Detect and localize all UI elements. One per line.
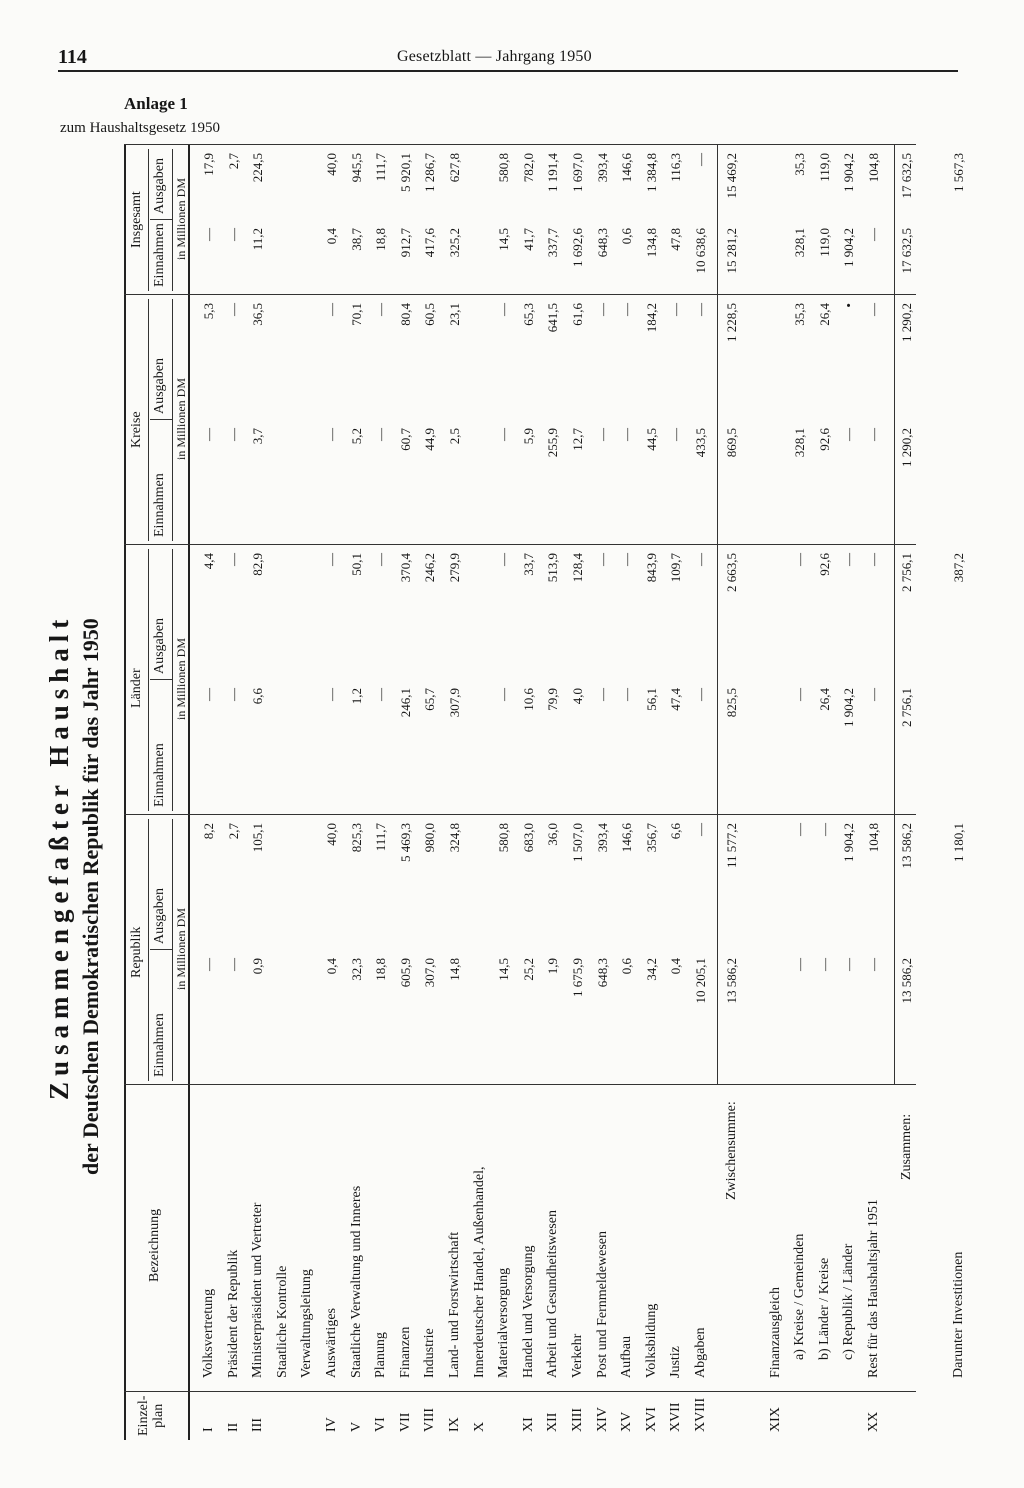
row-3-value-8: 224,5 <box>250 153 266 183</box>
row-20-value-1: 0,4 <box>668 958 684 975</box>
header-expense-4: Ausgaben <box>152 158 167 214</box>
finance-row-2-value-1: — <box>816 958 832 971</box>
table-right-rule <box>124 144 916 145</box>
rest-value-8: 104,8 <box>866 153 881 183</box>
row-13-name: Materialversorgung <box>496 1267 512 1378</box>
row-14-value-7: 41,7 <box>520 228 536 251</box>
total-rule <box>894 145 895 1085</box>
row-9-name: Finanzen <box>397 1326 413 1378</box>
finance-name: Finanzausgleich <box>767 1287 783 1378</box>
subtotal-value-5: 869,5 <box>723 428 739 458</box>
row-9-value-4: 370,4 <box>397 553 413 583</box>
total-value-5: 1 290,2 <box>898 428 914 467</box>
row-9-value-3: 246,1 <box>397 688 413 718</box>
group-rule-1 <box>124 814 916 815</box>
row-10-value-8: 1 286,7 <box>422 153 438 192</box>
row-15-value-4: 513,9 <box>545 553 561 583</box>
row-6-value-3: — <box>324 688 339 701</box>
header-income-4: Einnahmen <box>152 223 167 287</box>
row-1-value-5: — <box>201 428 216 441</box>
row-3-value-3: 6,6 <box>250 688 266 705</box>
finance-row-2-value-4: 92,6 <box>816 553 832 576</box>
row-19-value-7: 134,8 <box>643 228 659 258</box>
header-unit-3: in Millionen DM <box>174 377 188 460</box>
row-21-value-2: — <box>693 823 708 836</box>
row-16-value-6: 61,6 <box>570 303 585 326</box>
finance-row-3-value-4: — <box>841 553 857 566</box>
row-10-value-6: 60,5 <box>422 303 438 326</box>
row-17-value-5: — <box>594 428 610 441</box>
row-2-value-1: — <box>225 958 241 971</box>
row-1-value-8: 17,9 <box>201 153 216 176</box>
row-1-value-3: — <box>201 688 216 701</box>
row-6-name: Auswärtiges <box>324 1308 339 1378</box>
row-2-value-4: — <box>225 553 241 566</box>
finance-row-1-value-1: — <box>792 958 808 971</box>
row-18-value-1: 0,6 <box>619 958 635 975</box>
row-8-value-2: 111,7 <box>373 823 389 852</box>
investments-value-8: 1 567,3 <box>950 153 966 192</box>
row-9-value-1: 605,9 <box>397 958 413 988</box>
income-expense-sep-2 <box>150 679 172 680</box>
row-9-value-7: 912,7 <box>397 228 413 258</box>
row-21-value-7: 10 638,6 <box>693 228 708 274</box>
page-number: 114 <box>58 46 87 68</box>
annex-subtitle: zum Haushaltsgesetz 1950 <box>60 120 220 136</box>
row-14-name: Handel und Versorgung <box>520 1245 536 1378</box>
finance-row-1-value-5: 328,1 <box>792 428 808 458</box>
row-11-name: Land- und Forstwirtschaft <box>447 1231 462 1378</box>
row-16-value-4: 128,4 <box>570 553 585 583</box>
row-9-value-5: 60,7 <box>397 428 413 451</box>
row-8-value-4: — <box>373 553 389 566</box>
row-17-name: Post und Fernmeldewesen <box>594 1231 610 1378</box>
total-value-1: 13 586,2 <box>898 958 914 1004</box>
row-20-value-3: 47,4 <box>668 688 684 711</box>
row-8-value-7: 18,8 <box>373 228 389 251</box>
row-1-plan: I <box>201 1427 216 1432</box>
subtotal-value-7: 15 281,2 <box>723 228 739 274</box>
row-2-value-3: — <box>225 688 241 701</box>
row-21-value-1: 10 205,1 <box>693 958 708 1004</box>
row-21-name: Abgaben <box>693 1327 708 1378</box>
row-12-plan: X <box>471 1421 487 1432</box>
row-2-plan: II <box>225 1422 241 1432</box>
row-11-value-5: 2,5 <box>447 428 462 445</box>
row-4-name: Staatliche Kontrolle <box>274 1265 290 1378</box>
row-20-plan: XVII <box>668 1402 684 1432</box>
row-14-plan: XI <box>520 1417 536 1432</box>
row-2-value-7: — <box>225 228 241 241</box>
title-line-1: Zusammengefaßter Haushalt <box>44 613 74 1100</box>
row-18-name: Aufbau <box>619 1336 635 1378</box>
row-9-plan: VII <box>397 1412 413 1432</box>
row-15-value-8: 1 191,4 <box>545 153 561 192</box>
row-19-value-5: 44,5 <box>643 428 659 451</box>
header-income-1: Einnahmen <box>152 1013 167 1077</box>
finance-row-3-value-7: 1 904,2 <box>841 228 857 267</box>
row-10-plan: VIII <box>422 1407 438 1432</box>
row-14-value-4: 33,7 <box>520 553 536 576</box>
row-7-value-3: 1,2 <box>348 688 364 705</box>
row-6-value-8: 40,0 <box>324 153 339 176</box>
header-unit-2: in Millionen DM <box>174 637 188 720</box>
row-10-value-4: 246,2 <box>422 553 438 583</box>
row-7-value-5: 5,2 <box>348 428 364 445</box>
finance-row-3-name: c) Republik / Länder <box>841 1243 857 1360</box>
finance-plan: XIX <box>767 1407 783 1432</box>
row-20-value-4: 109,7 <box>668 553 684 583</box>
row-19-value-2: 356,7 <box>643 823 659 853</box>
row-2-value-5: — <box>225 428 241 441</box>
finance-row-3-value-6: • <box>841 303 857 308</box>
row-16-value-5: 12,7 <box>570 428 585 451</box>
annex-label: Anlage 1 <box>124 94 188 113</box>
rest-plan: XX <box>866 1411 881 1432</box>
row-1-value-7: — <box>201 228 216 241</box>
header-unit-4: in Millionen DM <box>174 177 188 260</box>
row-10-value-3: 65,7 <box>422 688 438 711</box>
row-11-value-8: 627,8 <box>447 153 462 183</box>
row-6-value-6: — <box>324 303 339 316</box>
row-13-value-5: — <box>496 428 512 441</box>
header-income-2: Einnahmen <box>152 743 167 807</box>
total-label: Zusammen: <box>898 1113 914 1180</box>
row-8-value-3: — <box>373 688 389 701</box>
row-2-name: Präsident der Republik <box>225 1249 241 1378</box>
unit-rule-3 <box>172 299 173 541</box>
row-3-value-1: 0,9 <box>250 958 266 975</box>
finance-row-1-value-4: — <box>792 553 808 566</box>
row-19-value-6: 184,2 <box>643 303 659 333</box>
finance-row-1-value-7: 328,1 <box>792 228 808 258</box>
row-13-value-6: — <box>496 303 512 316</box>
row-16-value-3: 4,0 <box>570 688 585 705</box>
row-18-value-2: 146,6 <box>619 823 635 853</box>
row-18-plan: XV <box>619 1411 635 1432</box>
row-11-value-4: 279,9 <box>447 553 462 583</box>
income-expense-sep-3 <box>150 419 172 420</box>
row-17-value-6: — <box>594 303 610 316</box>
rest-value-7: — <box>866 228 881 241</box>
row-13-value-2: 580,8 <box>496 823 512 853</box>
row-21-plan: XVIII <box>693 1397 708 1432</box>
rest-name: Rest für das Haushaltsjahr 1951 <box>866 1199 881 1378</box>
row-19-plan: XVI <box>643 1407 659 1432</box>
row-7-plan: V <box>348 1421 364 1432</box>
group-rule-2 <box>124 544 916 545</box>
row-11-value-1: 14,8 <box>447 958 462 981</box>
plan-column-rule <box>124 1391 916 1392</box>
row-13-value-7: 14,5 <box>496 228 512 251</box>
row-3-value-4: 82,9 <box>250 553 266 576</box>
header-unit-1: in Millionen DM <box>174 907 188 990</box>
row-15-plan: XII <box>545 1412 561 1432</box>
row-18-value-8: 146,6 <box>619 153 635 183</box>
row-1-value-4: 4,4 <box>201 553 216 570</box>
row-11-value-7: 325,2 <box>447 228 462 258</box>
finance-row-2-value-6: 26,4 <box>816 303 832 326</box>
row-13-value-4: — <box>496 553 512 566</box>
row-16-plan: XIII <box>570 1407 585 1432</box>
row-8-value-1: 18,8 <box>373 958 389 981</box>
header-income-3: Einnahmen <box>152 473 167 537</box>
rest-value-6: — <box>866 303 881 316</box>
row-12-name: Innerdeutscher Handel, Außenhandel, <box>471 1166 487 1378</box>
row-19-name: Volksbildung <box>643 1303 659 1378</box>
row-3-value-7: 11,2 <box>250 228 266 251</box>
row-9-value-6: 80,4 <box>397 303 413 326</box>
row-1-value-1: — <box>201 958 216 971</box>
title-line-2: der Deutschen Demokratischen Republik für das Jahr 1950 <box>78 618 103 1175</box>
header-group-4: Insgesamt <box>129 191 144 248</box>
budget-table <box>40 140 966 1440</box>
row-19-value-3: 56,1 <box>643 688 659 711</box>
investments-name: Darunter Investitionen <box>950 1251 966 1378</box>
row-1-value-6: 5,3 <box>201 303 216 320</box>
row-3-plan: III <box>250 1418 266 1432</box>
row-21-value-3: — <box>693 688 708 701</box>
finance-row-2-value-3: 26,4 <box>816 688 832 711</box>
finance-row-1-value-3: — <box>792 688 808 701</box>
row-13-value-1: 14,5 <box>496 958 512 981</box>
header-group-3: Kreise <box>129 411 144 448</box>
finance-row-1-value-6: 35,3 <box>792 303 808 326</box>
row-9-value-8: 5 920,1 <box>397 153 413 192</box>
subtotal-label: Zwischensumme: <box>723 1101 739 1200</box>
finance-row-3-value-2: 1 904,2 <box>841 823 857 862</box>
row-20-value-8: 116,3 <box>668 153 684 182</box>
row-13-value-8: 580,8 <box>496 153 512 183</box>
income-expense-sep-4 <box>150 219 172 220</box>
row-17-value-4: — <box>594 553 610 566</box>
total-value-3: 2 756,1 <box>898 688 914 727</box>
row-17-value-3: — <box>594 688 610 701</box>
row-19-value-4: 843,9 <box>643 553 659 583</box>
row-6-value-2: 40,0 <box>324 823 339 846</box>
row-19-value-8: 1 384,8 <box>643 153 659 192</box>
row-11-plan: IX <box>447 1417 462 1432</box>
row-18-value-7: 0,6 <box>619 228 635 245</box>
subtotal-value-6: 1 228,5 <box>723 303 739 342</box>
row-6-value-1: 0,4 <box>324 958 339 975</box>
row-20-value-7: 47,8 <box>668 228 684 251</box>
row-14-value-8: 782,0 <box>520 153 536 183</box>
investments-value-4: 387,2 <box>950 553 966 583</box>
total-value-7: 17 632,5 <box>898 228 914 274</box>
finance-row-3-value-3: 1 904,2 <box>841 688 857 727</box>
income-expense-sep-1 <box>150 949 172 950</box>
total-value-6: 1 290,2 <box>898 303 914 342</box>
total-value-8: 17 632,5 <box>898 153 914 199</box>
total-value-4: 2 756,1 <box>898 553 914 592</box>
row-10-value-5: 44,9 <box>422 428 438 451</box>
row-16-value-2: 1 507,0 <box>570 823 585 862</box>
row-14-value-6: 65,3 <box>520 303 536 326</box>
finance-row-2-value-8: 119,0 <box>816 153 832 182</box>
row-18-value-5: — <box>619 428 635 441</box>
row-2-value-8: 2,7 <box>225 153 241 170</box>
row-6-plan: IV <box>324 1417 339 1432</box>
row-14-value-5: 5,9 <box>520 428 536 445</box>
row-8-value-6: — <box>373 303 389 316</box>
row-3-value-5: 3,7 <box>250 428 266 445</box>
row-20-value-6: — <box>668 303 684 316</box>
running-title: Gesetzblatt — Jahrgang 1950 <box>397 48 592 65</box>
row-21-value-5: 433,5 <box>693 428 708 458</box>
row-5-name: Verwaltungsleitung <box>299 1269 315 1378</box>
row-8-plan: VI <box>373 1417 389 1432</box>
rest-value-1: — <box>866 958 881 971</box>
group-sub-rule-2 <box>148 549 149 811</box>
row-15-value-2: 36,0 <box>545 823 561 846</box>
row-2-value-2: 2,7 <box>225 823 241 840</box>
row-15-value-1: 1,9 <box>545 958 561 975</box>
finance-row-2-value-7: 119,0 <box>816 228 832 257</box>
finance-row-3-value-1: — <box>841 958 857 971</box>
row-8-value-5: — <box>373 428 389 441</box>
row-21-value-6: — <box>693 303 708 316</box>
row-19-value-1: 34,2 <box>643 958 659 981</box>
row-1-name: Volksvertretung <box>201 1288 216 1378</box>
row-7-value-4: 50,1 <box>348 553 364 576</box>
finance-row-2-value-5: 92,6 <box>816 428 832 451</box>
row-21-value-8: — <box>693 153 708 166</box>
total-value-2: 13 586,2 <box>898 823 914 869</box>
row-20-value-5: — <box>668 428 684 441</box>
row-20-value-2: 6,6 <box>668 823 684 840</box>
row-6-value-5: — <box>324 428 339 441</box>
subtotal-rule <box>717 145 718 1085</box>
row-16-value-1: 1 675,9 <box>570 958 585 997</box>
row-15-name: Arbeit und Gesundheitswesen <box>545 1210 561 1378</box>
header-rule <box>58 70 958 72</box>
header-bottom-rule <box>188 145 190 1440</box>
header-group-2: Länder <box>129 668 144 708</box>
finance-row-3-value-5: — <box>841 428 857 441</box>
row-8-value-8: 111,7 <box>373 153 389 182</box>
row-16-value-8: 1 697,0 <box>570 153 585 192</box>
row-11-value-2: 324,8 <box>447 823 462 853</box>
row-10-value-2: 980,0 <box>422 823 438 853</box>
group-sub-rule-1 <box>148 819 149 1081</box>
row-18-value-6: — <box>619 303 635 316</box>
row-6-value-4: — <box>324 553 339 566</box>
row-15-value-6: 641,5 <box>545 303 561 333</box>
row-7-value-2: 825,3 <box>348 823 364 853</box>
row-17-value-1: 648,3 <box>594 958 610 988</box>
rest-value-2: 104,8 <box>866 823 881 853</box>
row-10-value-1: 307,0 <box>422 958 438 988</box>
row-3-value-6: 36,5 <box>250 303 266 326</box>
group-sub-rule-3 <box>148 299 149 541</box>
row-1-value-2: 8,2 <box>201 823 216 840</box>
row-7-value-6: 70,1 <box>348 303 364 326</box>
finance-row-3-value-8: 1 904,2 <box>841 153 857 192</box>
subtotal-value-1: 13 586,2 <box>723 958 739 1004</box>
row-3-value-2: 105,1 <box>250 823 266 853</box>
rest-value-4: — <box>866 553 881 566</box>
finance-row-1-value-8: 35,3 <box>792 153 808 176</box>
subtotal-value-4: 2 663,5 <box>723 553 739 592</box>
finance-row-2-value-2: — <box>816 823 832 836</box>
table-top-rule <box>124 145 126 1440</box>
designation-column-rule <box>124 1084 916 1085</box>
header-expense-1: Ausgaben <box>152 888 167 944</box>
row-11-value-6: 23,1 <box>447 303 462 326</box>
row-18-value-3: — <box>619 688 635 701</box>
row-7-value-7: 38,7 <box>348 228 364 251</box>
row-15-value-7: 337,7 <box>545 228 561 258</box>
subtotal-value-2: 11 577,2 <box>723 823 739 869</box>
header-expense-2: Ausgaben <box>152 618 167 674</box>
row-17-plan: XIV <box>594 1407 610 1432</box>
header-group-1: Republik <box>129 926 144 978</box>
unit-rule-4 <box>172 149 173 291</box>
row-14-value-2: 683,0 <box>520 823 536 853</box>
finance-row-2-name: b) Länder / Kreise <box>816 1257 832 1360</box>
rest-value-5: — <box>866 428 881 441</box>
row-6-value-7: 0,4 <box>324 228 339 245</box>
row-2-value-6: — <box>225 303 241 316</box>
row-15-value-5: 255,9 <box>545 428 561 458</box>
rest-value-3: — <box>866 688 881 701</box>
row-3-name: Ministerpräsident und Vertreter <box>250 1202 266 1378</box>
row-17-value-2: 393,4 <box>594 823 610 853</box>
row-16-name: Verkehr <box>570 1333 585 1378</box>
row-7-name: Staatliche Verwaltung und Inneres <box>348 1185 364 1378</box>
row-7-value-1: 32,3 <box>348 958 364 981</box>
investments-value-2: 1 180,1 <box>950 823 966 862</box>
row-18-value-4: — <box>619 553 635 566</box>
row-15-value-3: 79,9 <box>545 688 561 711</box>
group-sub-rule-4 <box>148 149 149 291</box>
row-10-name: Industrie <box>422 1328 438 1378</box>
row-10-value-7: 417,6 <box>422 228 438 258</box>
row-11-value-3: 307,9 <box>447 688 462 718</box>
subtotal-value-3: 825,5 <box>723 688 739 718</box>
row-20-name: Justiz <box>668 1346 684 1378</box>
unit-rule-2 <box>172 549 173 811</box>
subtotal-value-8: 15 469,2 <box>723 153 739 199</box>
row-21-value-4: — <box>693 553 708 566</box>
row-8-name: Planung <box>373 1332 389 1378</box>
unit-rule-1 <box>172 819 173 1081</box>
row-13-value-3: — <box>496 688 512 701</box>
row-7-value-8: 945,5 <box>348 153 364 183</box>
row-17-value-7: 648,3 <box>594 228 610 258</box>
header-plan: Einzel- plan <box>136 1395 167 1436</box>
row-14-value-1: 25,2 <box>520 958 536 981</box>
row-14-value-3: 10,6 <box>520 688 536 711</box>
header-designation: Bezeichnung <box>147 1208 162 1282</box>
row-9-value-2: 5 469,3 <box>397 823 413 862</box>
row-17-value-8: 393,4 <box>594 153 610 183</box>
finance-row-1-name: a) Kreise / Gemeinden <box>792 1233 808 1360</box>
finance-row-1-value-2: — <box>792 823 808 836</box>
header-expense-3: Ausgaben <box>152 358 167 414</box>
row-16-value-7: 1 692,6 <box>570 228 585 267</box>
